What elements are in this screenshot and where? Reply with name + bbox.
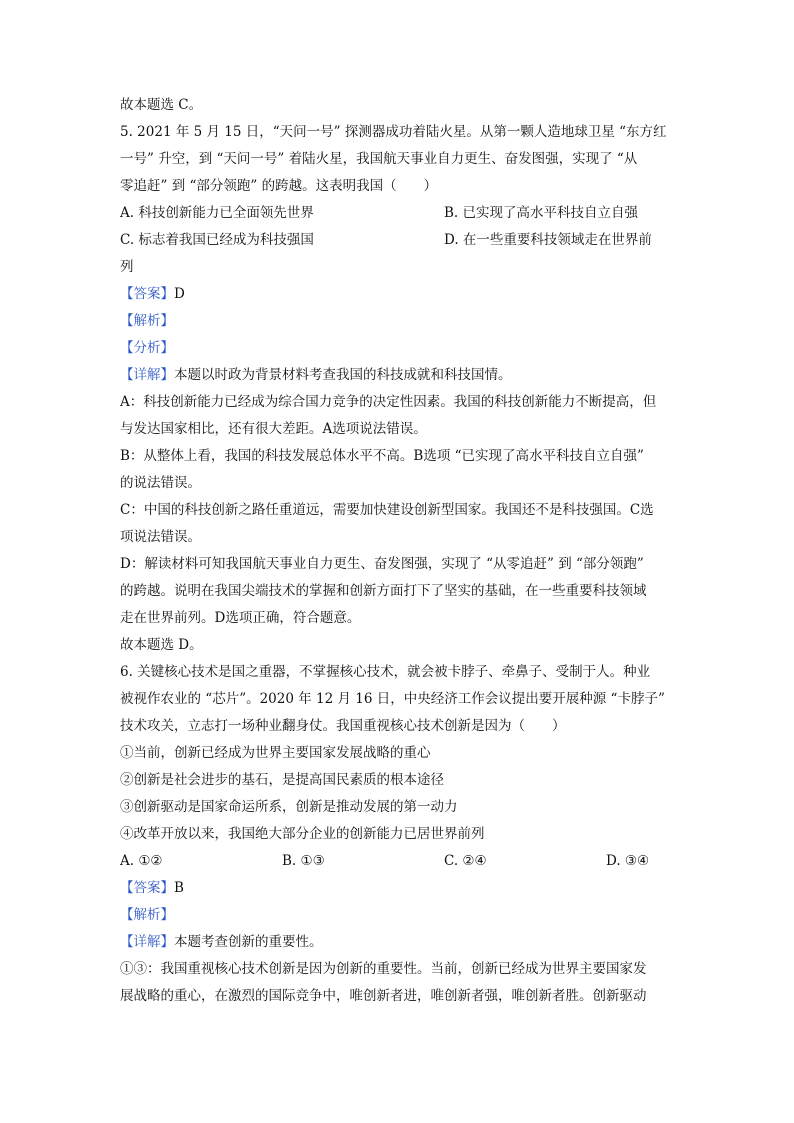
q5-stem-line: 一号” 升空，到 “天问一号” 着陆火星，我国航天事业自力更生、奋发图强，实现了 “从: [120, 151, 638, 167]
document-page: [120, 92, 680, 1010]
q6-option-b: B. ①③: [282, 853, 325, 869]
analysis-label: 【解析】: [120, 313, 174, 329]
q5-explanation-line: C：中国的科技创新之路任重道远，需要加快建设创新型国家。我国还不是科技强国。C选: [120, 502, 654, 518]
q6-option-c: C. ②④: [444, 853, 487, 869]
answer-label: 【答案】: [120, 286, 174, 302]
q6-statement: ②创新是社会进步的基石，是提高国民素质的根本途径: [120, 772, 444, 788]
q6-option-a: A. ①②: [120, 853, 163, 869]
prev-conclusion: 故本题选 C。: [120, 97, 203, 113]
answer-value: D: [174, 286, 185, 302]
answer-value: B: [174, 880, 184, 896]
q6-explanation-line: 展战略的重心，在激烈的国际竞争中，唯创新者进，唯创新者强，唯创新者胜。创新驱动: [120, 988, 647, 1004]
q5-explanation-line: 的跨越。说明在我国尖端技术的掌握和创新方面打下了坚实的基础，在一些重要科技领域: [120, 583, 647, 599]
q5-option-b: B. 已实现了高水平科技自立自强: [444, 205, 639, 221]
q5-explanation-line: 的说法错误。: [120, 475, 201, 491]
q5-answer: [120, 281, 680, 308]
q5-explanation-line: D：解读材料可知我国航天事业自力更生、奋发图强，实现了 “从零追赶” 到 “部分领跑”: [120, 556, 644, 572]
q5-stem-line: 5. 2021 年 5 月 15 日，“天问一号” 探测器成功着陆火星。从第一颗人造地球卫星 “东方红: [120, 124, 667, 140]
detail-label: 【详解】: [120, 934, 174, 950]
q6-detail: [120, 929, 680, 956]
question-5: [120, 119, 680, 659]
q6-explanation-line: ①③：我国重视核心技术创新是因为创新的重要性。当前，创新已经成为世界主要国家发: [120, 961, 647, 977]
answer-label: 【答案】: [120, 880, 174, 896]
q6-statement: ①当前，创新已经成为世界主要国家发展战略的重心: [120, 745, 431, 761]
fenxi-label: 【分析】: [120, 340, 174, 356]
q5-explanation-line: 走在世界前列。D选项正确，符合题意。: [120, 610, 361, 626]
q5-option-d: D. 在一些重要科技领域走在世界前: [444, 232, 652, 248]
detail-text: 本题以时政为背景材料考查我国的科技成就和科技国情。: [174, 367, 512, 383]
q6-answer: [120, 875, 680, 902]
q5-detail: [120, 362, 680, 389]
q5-conclusion: 故本题选 D。: [120, 637, 203, 653]
q6-analysis-label: [120, 902, 680, 929]
detail-text: 本题考查创新的重要性。: [174, 934, 323, 950]
detail-label: 【详解】: [120, 367, 174, 383]
q5-explanation-line: B：从整体上看，我国的科技发展总体水平不高。B选项 “已实现了高水平科技自立自强”: [120, 448, 644, 464]
q5-explanation-line: 与发达国家相比，还有很大差距。A选项说法错误。: [120, 421, 427, 437]
q5-option-a: A. 科技创新能力已全面领先世界: [120, 205, 314, 221]
q5-options-row: [120, 227, 680, 254]
q5-stem-line: 零追赶” 到 “部分领跑” 的跨越。这表明我国（ ）: [120, 178, 438, 194]
q6-option-d: D. ③④: [606, 853, 650, 869]
analysis-label: 【解析】: [120, 907, 174, 923]
q6-statement: ③创新驱动是国家命运所系，创新是推动发展的第一动力: [120, 799, 458, 815]
q6-statement: ④改革开放以来，我国绝大部分企业的创新能力已居世界前列: [120, 826, 485, 842]
q5-explanation-line: 项说法错误。: [120, 529, 201, 545]
q5-fenxi-label: [120, 335, 680, 362]
q6-stem-line: 6. 关键核心技术是国之重器，不掌握核心技术，就会被卡脖子、牵鼻子、受制于人。种业: [120, 664, 651, 680]
q6-stem-line: 被视作农业的 “芯片”。2020 年 12 月 16 日，中央经济工作会议提出要开展种源 “卡脖子”: [120, 691, 665, 707]
q5-option-c: C. 标志着我国已经成为科技强国: [120, 232, 314, 248]
q5-options-row: [120, 200, 680, 227]
q5-analysis-label: [120, 308, 680, 335]
q6-options-row: [120, 848, 680, 875]
q6-stem-line: 技术攻关，立志打一场种业翻身仗。我国重视核心技术创新是因为（ ）: [120, 718, 566, 734]
question-6: [120, 659, 680, 1010]
q5-option-wrap: 列: [120, 259, 134, 275]
q5-explanation-line: A：科技创新能力已经成为综合国力竞争的决定性因素。我国的科技创新能力不断提高，但: [120, 394, 657, 410]
